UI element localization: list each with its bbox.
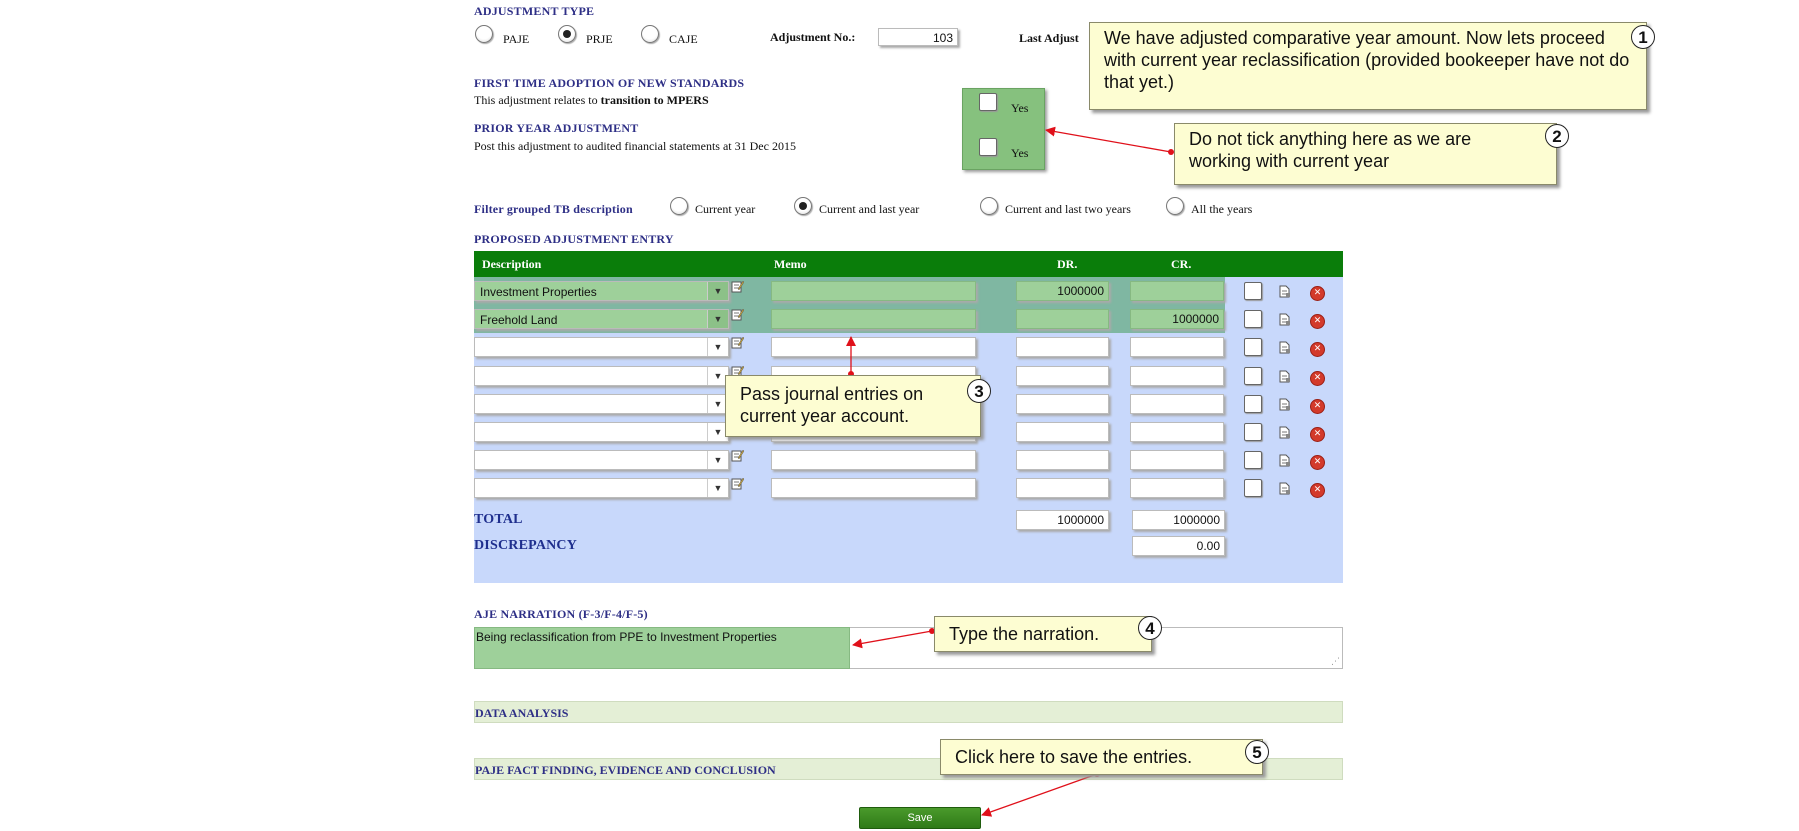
delete-row-icon[interactable]: ✕: [1310, 371, 1325, 386]
chevron-down-icon[interactable]: ▼: [707, 479, 728, 497]
callout-4: Type the narration.: [934, 616, 1152, 652]
chevron-down-icon[interactable]: ▼: [707, 338, 728, 356]
callout-2-number: 2: [1545, 124, 1569, 148]
header-dr: DR.: [1057, 257, 1078, 271]
chevron-down-icon[interactable]: ▼: [707, 451, 728, 469]
row-description-value: Freehold Land: [480, 313, 558, 327]
last-adjust-label: Last Adjust: [1019, 31, 1079, 45]
discrepancy-label: DISCREPANCY: [474, 538, 578, 553]
delete-row-icon[interactable]: ✕: [1310, 399, 1325, 414]
header-description: Description: [482, 257, 542, 271]
adjustment-type-title: ADJUSTMENT TYPE: [474, 4, 595, 18]
filter-label: Filter grouped TB description: [474, 202, 633, 216]
resize-handle-icon[interactable]: ⋰: [1331, 657, 1340, 667]
adjustment-no-label: Adjustment No.:: [770, 30, 856, 44]
filter-two-years-label: Current and last two years: [1005, 202, 1131, 216]
first-time-adoption-title: FIRST TIME ADOPTION OF NEW STANDARDS: [474, 76, 745, 90]
paje-fact-title: PAJE FACT FINDING, EVIDENCE AND CONCLUSION: [475, 763, 776, 777]
row-cr-input[interactable]: 1000000: [1130, 309, 1224, 329]
delete-row-icon[interactable]: ✕: [1310, 483, 1325, 498]
narration-text: Being reclassification from PPE to Investment Properties: [474, 627, 850, 669]
total-label: TOTAL: [474, 512, 523, 527]
discrepancy-value: 0.00: [1132, 536, 1225, 556]
callout-5-number: 5: [1245, 740, 1269, 764]
save-button[interactable]: Save: [859, 807, 981, 829]
total-cr-value: 1000000: [1132, 510, 1225, 530]
radio-caje-label: CAJE: [669, 32, 698, 46]
chevron-down-icon[interactable]: ▼: [707, 282, 728, 300]
data-analysis-title: DATA ANALYSIS: [475, 706, 569, 720]
filter-all-years-label: All the years: [1191, 202, 1253, 216]
delete-row-icon[interactable]: ✕: [1310, 314, 1325, 329]
header-memo: Memo: [774, 257, 807, 271]
delete-row-icon[interactable]: ✕: [1310, 455, 1325, 470]
prior-year-title: PRIOR YEAR ADJUSTMENT: [474, 121, 639, 135]
callout-4-number: 4: [1138, 616, 1162, 640]
delete-row-icon[interactable]: ✕: [1310, 286, 1325, 301]
narration-title: AJE NARRATION (F-3/F-4/F-5): [474, 607, 648, 621]
callout-3-number: 3: [967, 379, 991, 403]
proposed-entry-title: PROPOSED ADJUSTMENT ENTRY: [474, 232, 674, 246]
delete-row-icon[interactable]: ✕: [1310, 342, 1325, 357]
chevron-down-icon[interactable]: ▼: [707, 310, 728, 328]
delete-row-icon[interactable]: ✕: [1310, 427, 1325, 442]
chevron-down-icon[interactable]: ▼: [707, 367, 728, 385]
adjustment-no-input[interactable]: 103: [878, 28, 958, 46]
row-description-value: Investment Properties: [480, 285, 597, 299]
row-dr-input[interactable]: 1000000: [1016, 281, 1109, 301]
header-cr: CR.: [1171, 257, 1192, 271]
arrow-4: [853, 631, 932, 645]
first-time-adoption-text: This adjustment relates to transition to MPERS: [474, 93, 709, 107]
callout-1: We have adjusted comparative year amount. Now lets proceed with current year reclassification (provided bookeeper have not do that yet.): [1089, 22, 1647, 110]
radio-prje-label: PRJE: [586, 32, 613, 46]
prior-year-yes-label: Yes: [1011, 146, 1029, 160]
callout-1-number: 1: [1631, 25, 1655, 49]
callout-3: Pass journal entries on current year account.: [725, 375, 981, 437]
arrow-2: [1046, 130, 1171, 152]
filter-current-year-label: Current year: [695, 202, 756, 216]
first-time-yes-label: Yes: [1011, 101, 1029, 115]
arrow-5: [982, 774, 1097, 815]
chevron-down-icon[interactable]: ▼: [707, 395, 728, 413]
callout-2: Do not tick anything here as we are working with current year: [1174, 123, 1557, 185]
filter-current-last-year-label: Current and last year: [819, 202, 920, 216]
callout-5: Click here to save the entries.: [940, 739, 1263, 775]
chevron-down-icon[interactable]: ▼: [707, 423, 728, 441]
radio-paje-label: PAJE: [503, 32, 530, 46]
total-dr-value: 1000000: [1016, 510, 1109, 530]
prior-year-text: Post this adjustment to audited financial statements at 31 Dec 2015: [474, 139, 796, 153]
